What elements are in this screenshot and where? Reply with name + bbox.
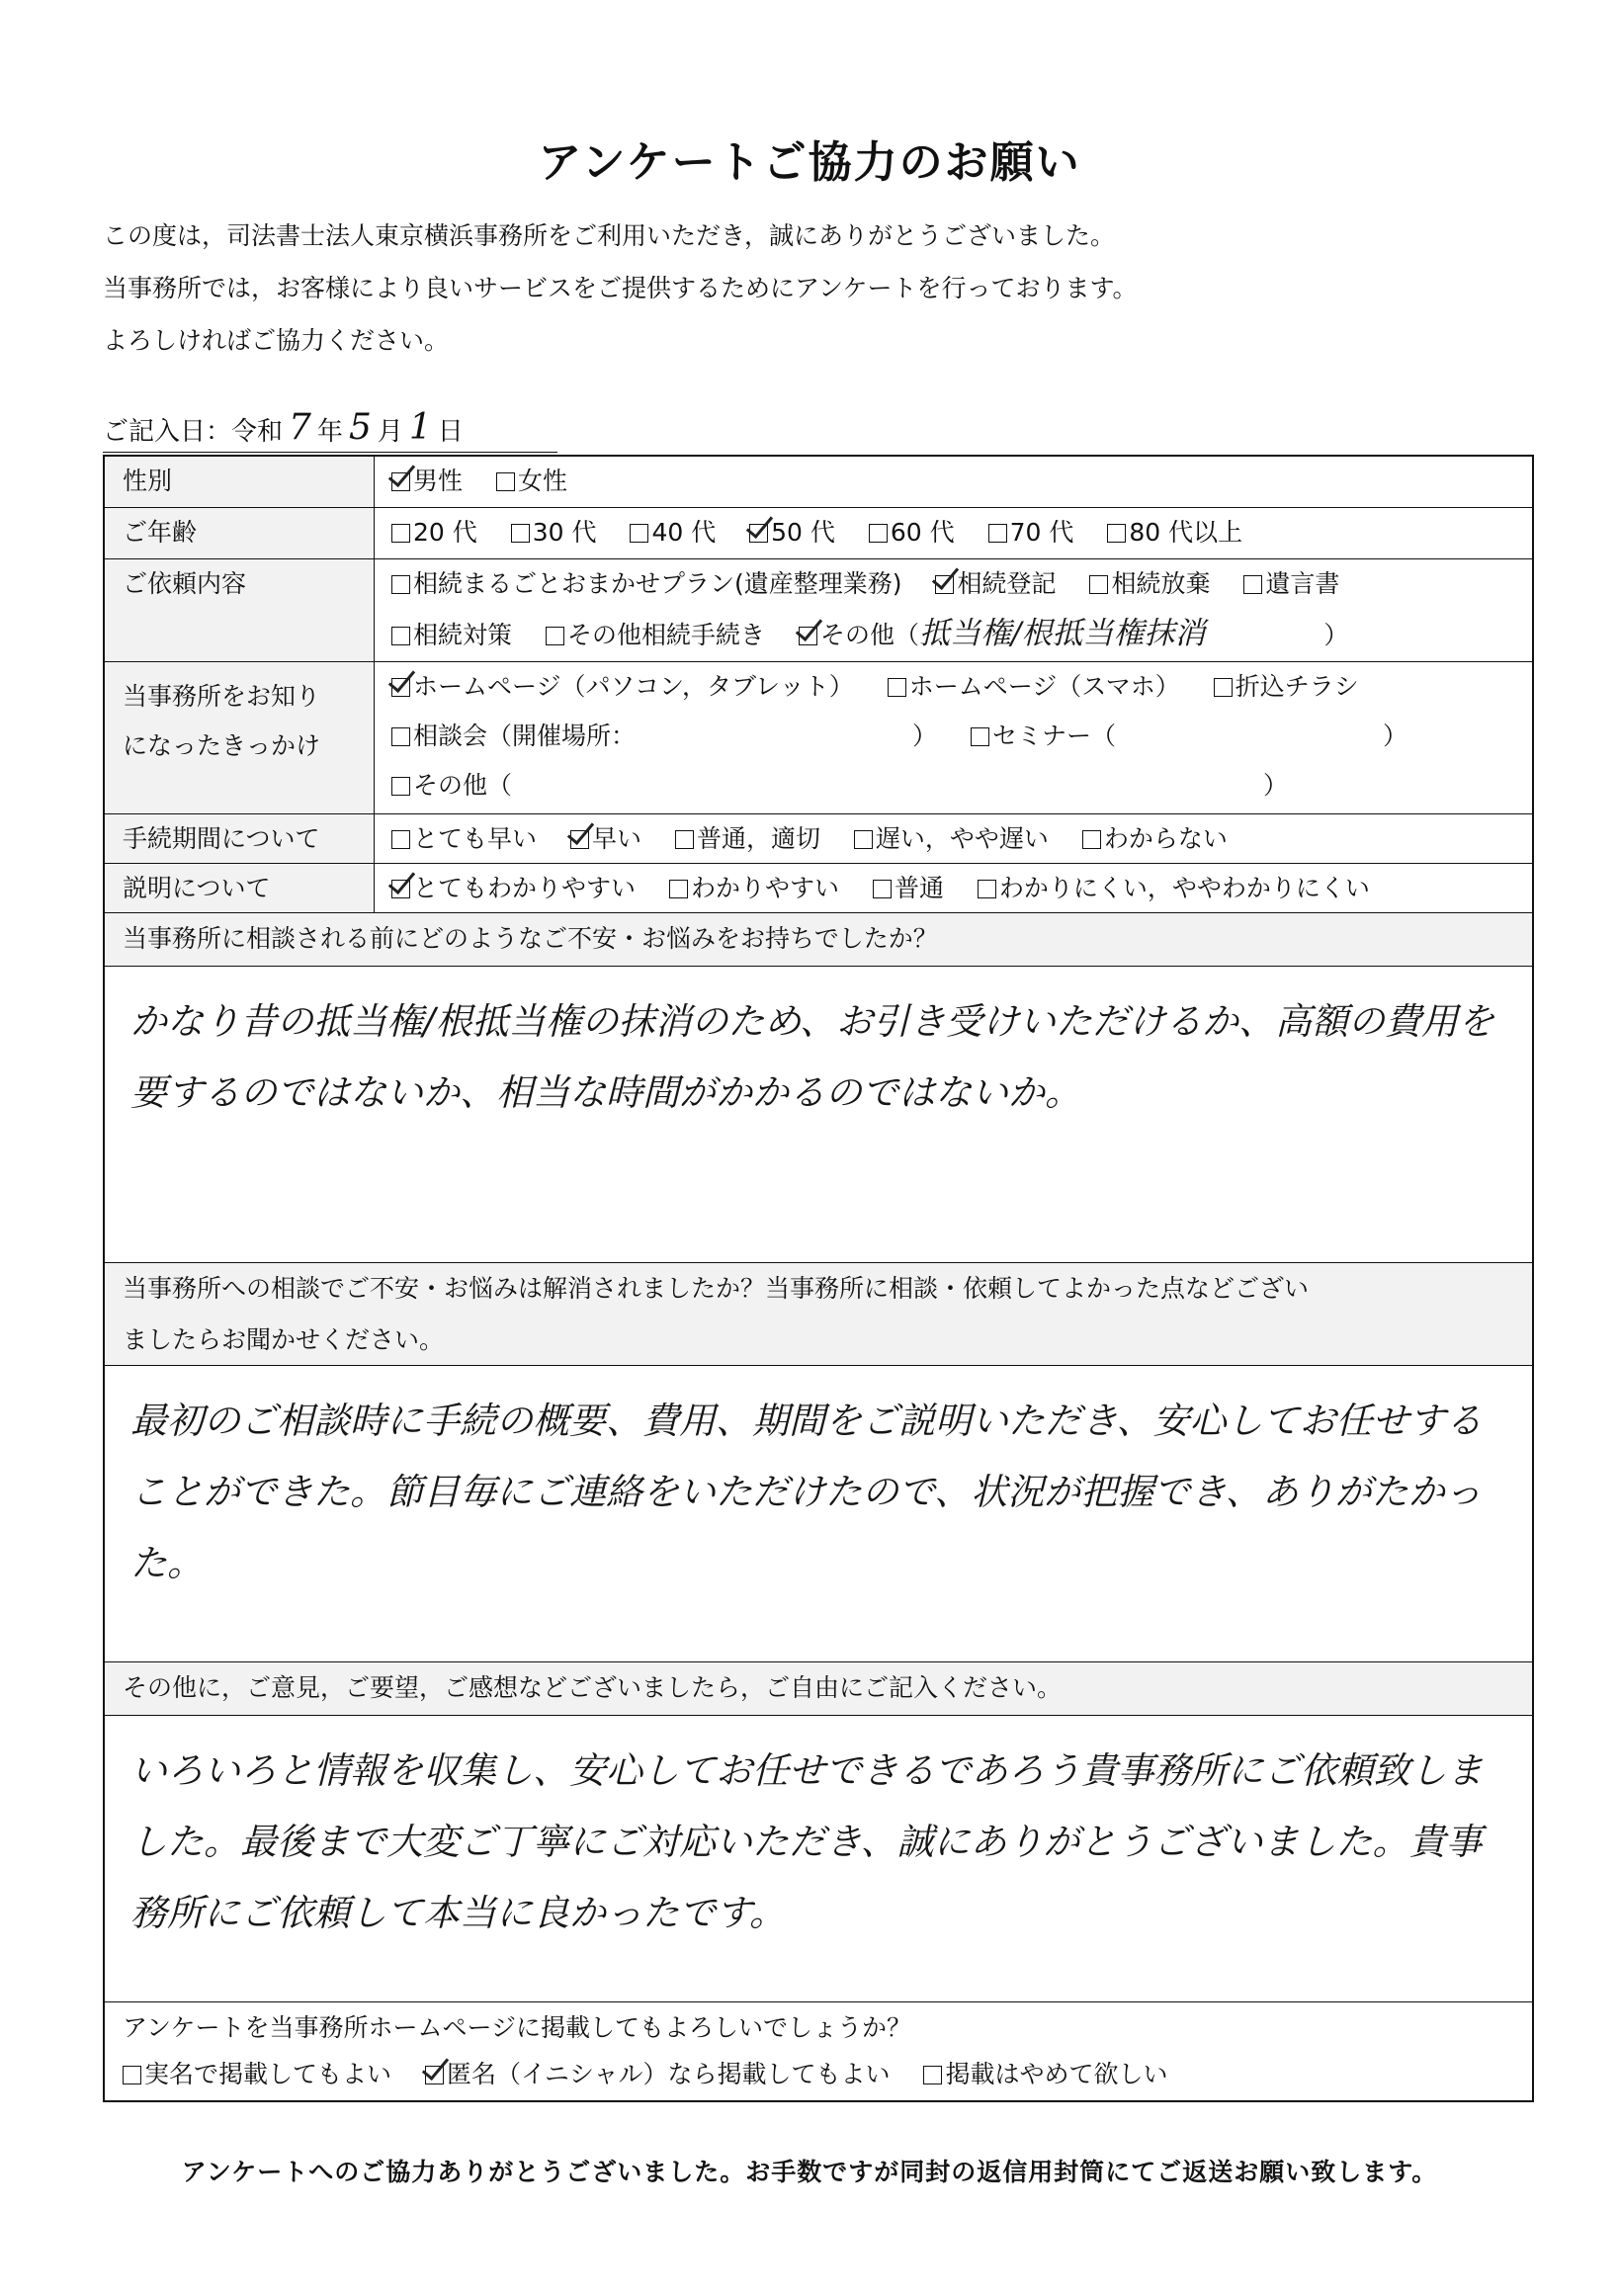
q1-question: 当事務所に相談される前にどのようなご不安・お悩みをお持ちでしたか？: [105, 913, 1532, 967]
explanation-option[interactable]: とてもわかりやすい: [391, 864, 636, 913]
checkbox[interactable]: [854, 830, 873, 849]
footer-note: アンケートへのご協力ありがとうございました。お手数ですが同封の返信用封筒にてご返送お願い致します。: [181, 2158, 1438, 2186]
explanation-label: 説明について: [105, 864, 375, 912]
age-option[interactable]: 40 代: [630, 508, 716, 557]
checkbox[interactable]: [988, 524, 1007, 543]
gender-option[interactable]: 女性: [496, 457, 567, 506]
page-title: アンケートご協力のお願い: [538, 137, 1081, 188]
request-option[interactable]: 相続放棄: [1089, 559, 1210, 609]
period-option[interactable]: 遅い，やや遅い: [854, 814, 1049, 864]
request-option[interactable]: 相続登記: [935, 559, 1056, 609]
checkbox[interactable]: [1107, 524, 1126, 543]
source-option[interactable]: 折込チラシ: [1214, 662, 1359, 712]
checkbox-checked[interactable]: [570, 830, 589, 849]
age-option[interactable]: 20 代: [391, 508, 477, 557]
age-row: [105, 508, 1532, 559]
age-option[interactable]: 50 代: [749, 508, 835, 557]
intro-line: この度は，司法書士法人東京横浜事務所をご利用いただき，誠にありがとうございました。: [103, 221, 1116, 250]
checkbox[interactable]: [978, 880, 996, 898]
gender-option[interactable]: 男性: [391, 457, 463, 506]
checkbox[interactable]: [391, 524, 410, 543]
checkbox-checked[interactable]: [391, 678, 410, 697]
gender-options: [391, 457, 1522, 506]
explanation-option[interactable]: わかりにくい，ややわかりにくい: [978, 864, 1370, 913]
age-option[interactable]: 70 代: [988, 508, 1074, 557]
intro-line: よろしければご協力ください。: [103, 326, 450, 355]
checkbox[interactable]: [123, 2066, 141, 2084]
checkbox[interactable]: [391, 575, 410, 594]
entry-date-label: ご記入日：令和: [103, 417, 284, 447]
source-line: [391, 662, 1522, 712]
request-row: [105, 559, 1532, 662]
gender-label: 性別: [105, 457, 375, 507]
age-options: [391, 508, 1522, 557]
source-row: [105, 662, 1532, 814]
checkbox[interactable]: [1243, 575, 1262, 594]
q2-answer[interactable]: 最初のご相談時に手続の概要、費用、期間をご説明いただき、安心してお任せすることができた。節目毎にご連絡をいただけたので、状況が把握でき、ありがたかった。: [105, 1366, 1532, 1662]
checkbox[interactable]: [391, 627, 410, 645]
checkbox[interactable]: [1214, 678, 1233, 697]
q3-answer[interactable]: いろいろと情報を収集し、安心してお任せできるであろう貴事務所にご依頼致しました。最後まで大変ご丁寧にご対応いただき、誠にありがとうございました。貴事務所にご依頼して本当に良かったです。: [105, 1716, 1532, 2002]
checkbox[interactable]: [546, 627, 564, 645]
age-option[interactable]: 30 代: [511, 508, 597, 557]
request-option[interactable]: その他相続手続き: [546, 611, 765, 660]
period-option[interactable]: とても早い: [391, 814, 537, 864]
entry-date-month[interactable]: 5: [348, 407, 372, 448]
day-unit: 日: [437, 417, 464, 447]
checkbox[interactable]: [391, 727, 410, 746]
entry-date-day[interactable]: 1: [408, 407, 432, 448]
checkbox[interactable]: [869, 524, 888, 543]
request-line: [391, 609, 1522, 660]
checkbox[interactable]: [1082, 830, 1101, 849]
entry-date-year[interactable]: 7: [289, 407, 311, 448]
source-line: [391, 761, 1522, 810]
entry-date: [103, 407, 557, 453]
period-option[interactable]: 早い: [570, 814, 641, 864]
checkbox[interactable]: [391, 830, 410, 849]
publish-option[interactable]: 掲載はやめて欲しい: [923, 2050, 1167, 2099]
checkbox-checked[interactable]: [391, 880, 410, 898]
age-label: ご年齢: [105, 508, 375, 558]
request-label: ご依頼内容: [105, 559, 375, 661]
source-option[interactable]: ホームページ（パソコン，タブレット）: [391, 662, 854, 712]
publish-option[interactable]: 実名で掲載してもよい: [123, 2050, 391, 2099]
q1-answer[interactable]: かなり昔の抵当権/根抵当権の抹消のため、お引き受けいただけるか、高額の費用を要するのではないか、相当な時間がかかるのではないか。: [105, 967, 1532, 1263]
source-option[interactable]: 相談会（開催場所： ）: [391, 712, 937, 761]
explanation-option[interactable]: 普通: [873, 864, 944, 913]
checkbox-checked[interactable]: [799, 627, 817, 645]
source-option[interactable]: ホームページ（スマホ）: [888, 662, 1180, 712]
intro-line: 当事務所では，お客様により良いサービスをご提供するためにアンケートを行っております。: [103, 274, 1138, 302]
publish-options: [123, 2050, 1193, 2099]
publish-option[interactable]: 匿名（イニシャル）なら掲載してもよい: [425, 2050, 891, 2099]
checkbox[interactable]: [630, 524, 648, 543]
period-option[interactable]: わからない: [1082, 814, 1228, 864]
source-options: [391, 662, 1522, 810]
request-option[interactable]: 相続まるごとおまかせプラン(遺産整理業務): [391, 559, 902, 609]
publish-question: アンケートを当事務所ホームページに掲載してもよろしいでしょうか？: [105, 2002, 1532, 2052]
age-option[interactable]: 60 代: [869, 508, 955, 557]
explanation-options: [391, 864, 1522, 913]
checkbox[interactable]: [873, 880, 892, 898]
period-option[interactable]: 普通，適切: [675, 814, 820, 864]
checkbox[interactable]: [496, 472, 515, 491]
period-label: 手続期間について: [105, 814, 375, 863]
checkbox[interactable]: [1089, 575, 1108, 594]
month-unit: 月: [377, 417, 403, 447]
request-options: [391, 559, 1522, 660]
gender-row: [105, 457, 1532, 508]
source-line: [391, 712, 1522, 761]
explanation-option[interactable]: わかりやすい: [669, 864, 839, 913]
explanation-row: [105, 864, 1532, 913]
checkbox-checked[interactable]: [935, 575, 954, 594]
source-label: 当事務所をお知り になったきっかけ: [105, 662, 375, 813]
checkbox[interactable]: [391, 777, 410, 796]
q3-question: その他に，ご意見，ご要望，ご感想などございましたら，ご自由にご記入ください。: [105, 1662, 1532, 1716]
q2-question: 当事務所への相談でご不安・お悩みは解消されましたか？当事務所に相談・依頼してよかった点などござい ましたらお聞かせください。: [105, 1263, 1532, 1366]
request-line: [391, 559, 1522, 609]
request-option[interactable]: 遺言書: [1243, 559, 1339, 609]
age-option[interactable]: 80 代以上: [1107, 508, 1242, 557]
checkbox[interactable]: [675, 830, 694, 849]
checkbox-checked[interactable]: [425, 2066, 444, 2084]
request-other-option[interactable]: その他（抵当権/根抵当権抹消 ）: [799, 609, 1348, 660]
checkbox-checked[interactable]: [391, 472, 410, 491]
intro-text: [103, 210, 1138, 367]
checkbox[interactable]: [923, 2066, 942, 2084]
survey-form: [103, 455, 1534, 2102]
source-option[interactable]: その他（ ）: [391, 761, 1288, 810]
request-other-handwritten[interactable]: 抵当権/根抵当権抹消: [918, 616, 1206, 651]
checkbox[interactable]: [511, 524, 530, 543]
checkbox[interactable]: [971, 727, 989, 746]
checkbox[interactable]: [888, 678, 906, 697]
source-option[interactable]: セミナー（ ）: [971, 712, 1407, 761]
checkbox[interactable]: [669, 880, 688, 898]
period-row: [105, 814, 1532, 864]
checkbox-checked[interactable]: [749, 524, 768, 543]
year-unit: 年: [316, 417, 343, 447]
request-option[interactable]: 相続対策: [391, 611, 512, 660]
period-options: [391, 814, 1522, 864]
